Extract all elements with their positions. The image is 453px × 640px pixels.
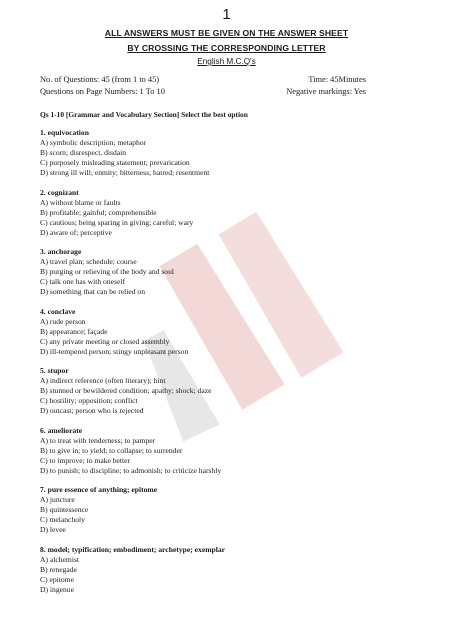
question-8 <box>40 545 370 595</box>
option-a: A) alchemist <box>40 554 80 564</box>
subject-title: English M.C.Q's <box>197 57 256 66</box>
question-title: 1. equivocation <box>40 128 89 137</box>
question-title: 3. anchorage <box>40 247 82 256</box>
question-list <box>40 128 370 604</box>
option-b: B) to give in; to yield; to collapse; to surrender <box>40 445 183 455</box>
question-2 <box>40 188 370 238</box>
meta-row-2 <box>40 87 366 96</box>
option-c: C) hostility; opposition; conflict <box>40 396 138 405</box>
time-limit: Time: 45Minutes <box>308 75 366 84</box>
option-a: A) travel plan; schedule; course <box>40 257 137 266</box>
section-title: Qs 1-10 [Grammar and Vocabulary Section] Select the best option <box>40 110 248 119</box>
question-7 <box>40 485 370 535</box>
option-d: D) ill-tempered person; stingy unpleasant person <box>40 346 189 356</box>
option-a: A) without blame or faults <box>40 197 121 207</box>
option-a: A) rude person <box>40 316 86 326</box>
option-b: B) quintessence <box>40 505 89 514</box>
option-d: D) ingenue <box>40 584 74 594</box>
question-title: 8. model; typification; embodiment; archetype; exemplar <box>40 544 226 554</box>
option-c: C) epitome <box>40 574 74 584</box>
question-3 <box>40 247 370 297</box>
option-d: D) to punish; to discipline; to admonish; to criticize harshly <box>40 465 222 475</box>
option-c: C) any private meeting or closed assembly <box>40 336 170 346</box>
option-d: D) something that can be relied on <box>40 287 146 296</box>
negative-marking: Negative markings: Yes <box>286 87 366 96</box>
option-d: D) outcast; person who is rejected <box>40 406 144 415</box>
question-1 <box>40 128 370 178</box>
question-title: 5. stupor <box>40 366 69 375</box>
question-title: 7. pure essence of anything; epitome <box>40 485 158 494</box>
option-a: A) symbolic description; metaphor <box>40 138 147 147</box>
question-title: 6. ameliorate <box>40 425 83 435</box>
option-a: A) to treat with tenderness; to pamper <box>40 435 156 445</box>
option-c: C) cautious; being sparing in giving; careful; wary <box>40 217 194 227</box>
instruction-line-1: ALL ANSWERS MUST BE GIVEN ON THE ANSWER SHEET <box>104 28 349 38</box>
num-questions: No. of Questions: 45 (from 1 to 45) <box>40 75 160 84</box>
option-d: D) aware of; perceptive <box>40 227 112 237</box>
option-a: A) indirect reference (often literary); hint <box>40 376 166 385</box>
option-b: B) scorn; disrespect, disdain <box>40 148 127 157</box>
option-d: D) strong ill will; enmity; bitterness; hatred; resentment <box>40 168 210 177</box>
option-a: A) juncture <box>40 495 75 504</box>
option-c: C) to improve; to make better <box>40 455 131 465</box>
page-number: 1 <box>222 6 231 23</box>
option-b: B) profitable; gainful; comprehensible <box>40 207 157 217</box>
option-b: B) stunned or bewildered condition; apathy; shock; daze <box>40 386 212 395</box>
option-b: B) appearance; façade <box>40 326 108 336</box>
option-c: C) purposely misleading statement; prevarication <box>40 158 190 167</box>
instruction-line-2: BY CROSSING THE CORRESPONDING LETTER <box>127 43 326 53</box>
option-c: C) melancholy <box>40 515 85 524</box>
option-c: C) talk one has with oneself <box>40 277 125 286</box>
question-title: 2. cognizant <box>40 187 79 197</box>
option-d: D) levee <box>40 525 66 534</box>
option-b: B) purging or relieving of the body and soul <box>40 267 174 276</box>
question-6 <box>40 426 370 476</box>
question-4 <box>40 307 370 357</box>
page-questions: Questions on Page Numbers: 1 To 10 <box>40 87 165 96</box>
question-title: 4. conclave <box>40 306 76 316</box>
option-b: B) renegade <box>40 564 77 574</box>
meta-row-1 <box>40 75 366 84</box>
question-5 <box>40 366 370 416</box>
